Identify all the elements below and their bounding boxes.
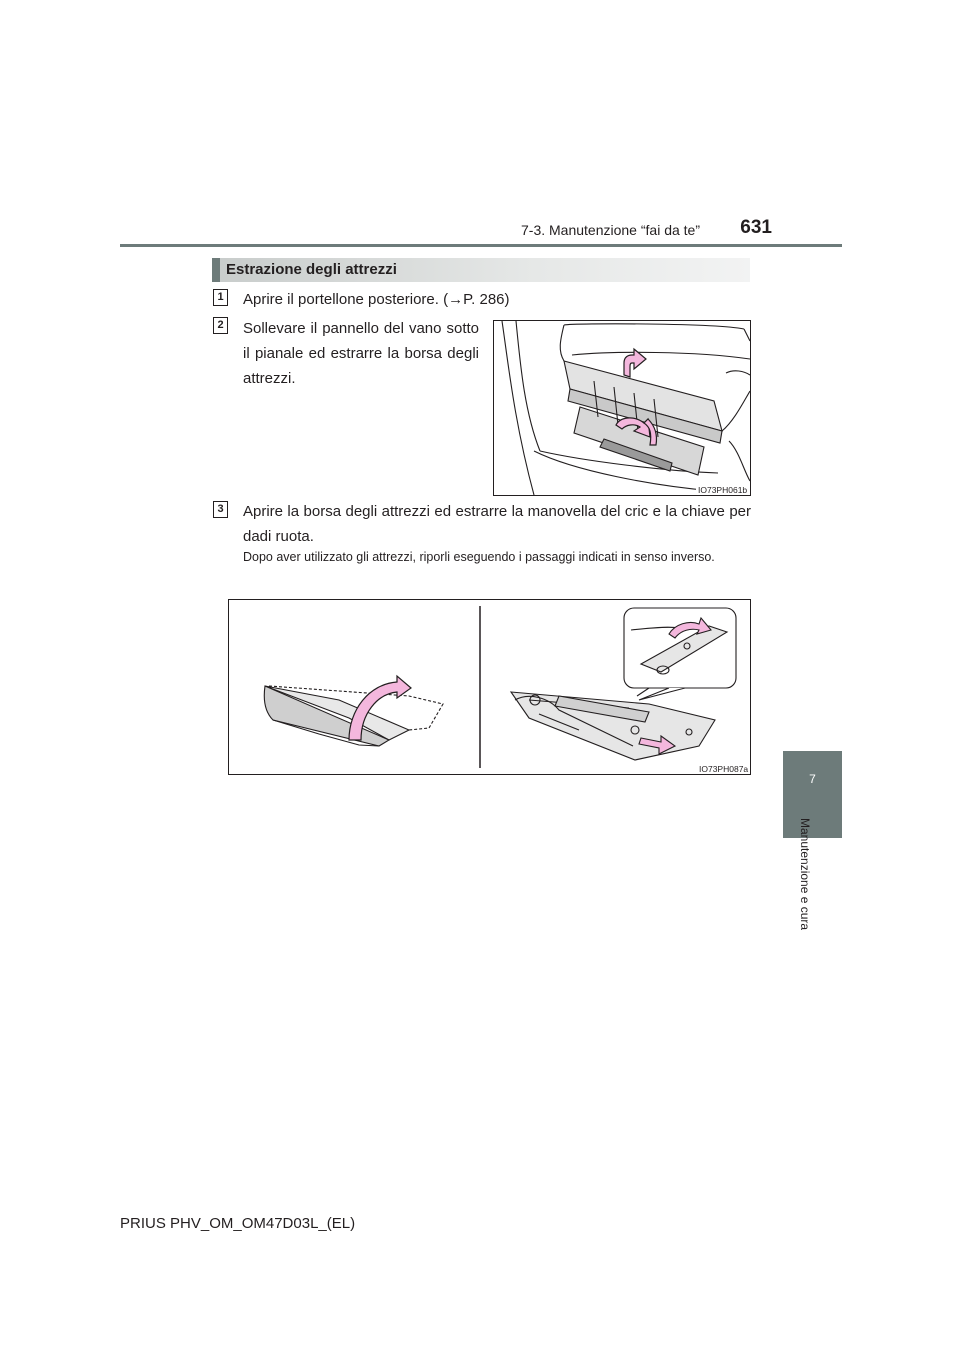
figure-2-code: IO73PH087a [699, 764, 749, 774]
step-3-badge: 3 [213, 501, 228, 518]
tool-bag-illustration [229, 600, 750, 774]
step-2-text: Sollevare il pannello del vano sotto il pianale ed estrarre la borsa degli attrezzi. [243, 320, 479, 387]
footer-doc-id: PRIUS PHV_OM_OM47D03L_(EL) [120, 1215, 356, 1232]
chapter-number: 7 [809, 772, 816, 786]
page-number: 631 [740, 217, 772, 238]
chapter-tab [783, 751, 842, 838]
step-2-badge: 2 [213, 317, 228, 334]
step-1-badge: 1 [213, 289, 228, 306]
section-heading-accent [212, 258, 220, 282]
figure-1-code: IO73PH061b [698, 485, 748, 495]
header-section-title: 7-3. Manutenzione “fai da te” [521, 222, 700, 238]
chapter-title: Manutenzione e cura [798, 818, 812, 931]
note-text: Dopo aver utilizzato gli attrezzi, riporli eseguendo i passaggi indicati in senso inverso. [243, 550, 715, 564]
step-1-text: Aprire il portellone posteriore. (→P. 286) [243, 291, 510, 308]
trunk-illustration [494, 321, 750, 495]
section-title: Estrazione degli attrezzi [226, 261, 397, 278]
step-3-text: Aprire la borsa degli attrezzi ed estrarre la manovella del cric e la chiave per dadi ruota. [243, 503, 751, 545]
trunk-tool-bag-figure [493, 320, 751, 496]
tool-bag-open-figure [228, 599, 751, 775]
header-rule [120, 244, 842, 247]
